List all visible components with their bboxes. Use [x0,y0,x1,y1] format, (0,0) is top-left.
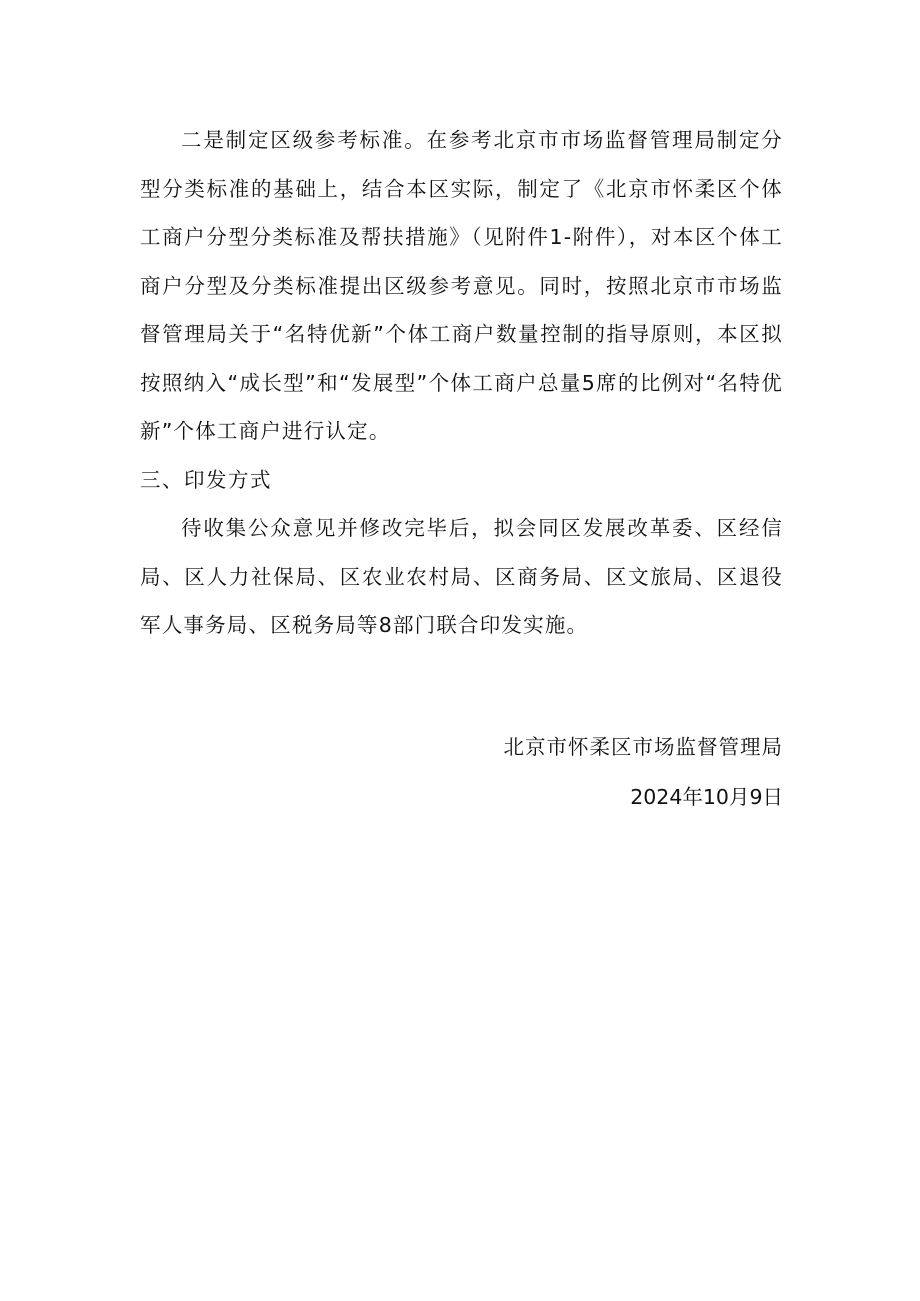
signature-organization: 北京市怀柔区市场监督管理局 [503,735,783,759]
paragraph-issuance-method: 待收集公众意见并修改完毕后，拟会同区发展改革委、区经信局、区人力社保局、区农业农村局、区商务局、区文旅局、区退役军人事务局、区税务局等8部门联合印发实施。 [140,516,783,637]
signature-date: 2024年10月9日 [630,785,783,809]
paragraph-district-standards: 二是制定区级参考标准。在参考北京市市场监督管理局制定分型分类标准的基础上，结合本区实际，制定了《北京市怀柔区个体工商户分型分类标准及帮扶措施》（见附件1-附件），对本区个体工商户分型及分类标准提出区级参考意见。同时，按照北京市市场监督管理局关于“名特优新”个体工商户数量控制的指导原则，本区拟按照纳入“成长型”和“发展型”个体工商户总量5席的比例对“名特优新”个体工商户进行认定。 [140,128,783,443]
document-body [140,116,783,650]
section-heading-issuance: 三、印发方式 [140,467,272,492]
